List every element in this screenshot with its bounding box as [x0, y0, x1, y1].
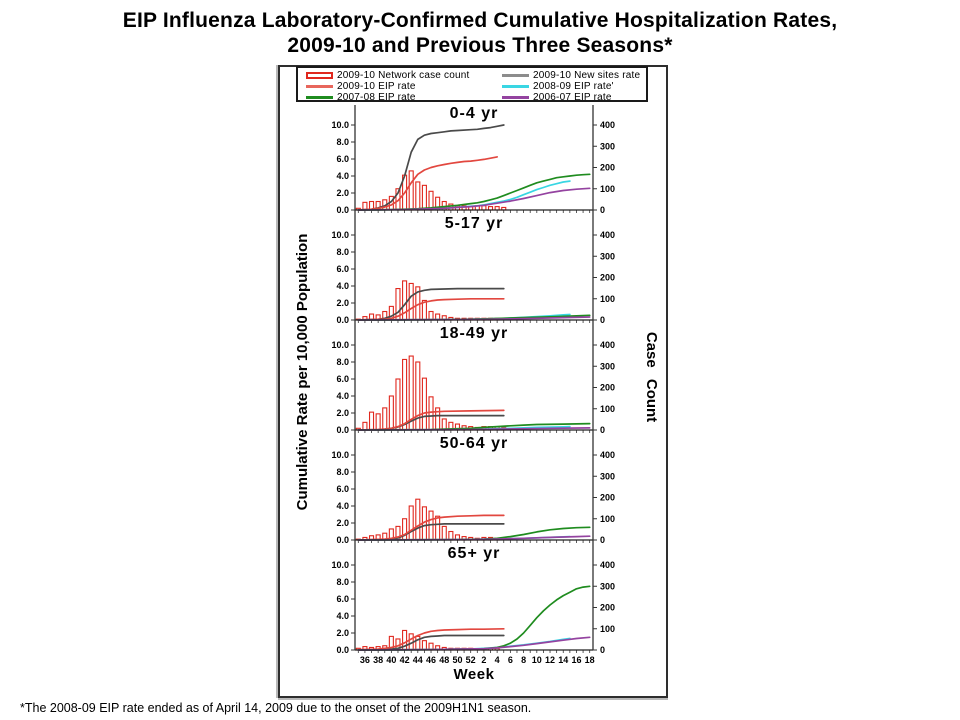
legend-label: 2009-10 EIP rate: [337, 81, 416, 92]
svg-text:10.0: 10.0: [331, 450, 349, 460]
svg-text:400: 400: [600, 560, 616, 570]
svg-text:0: 0: [600, 535, 606, 545]
svg-text:2.0: 2.0: [336, 298, 349, 308]
svg-text:8.0: 8.0: [336, 577, 349, 587]
legend-item: [502, 81, 642, 92]
svg-text:65+ yr: 65+ yr: [447, 545, 501, 562]
svg-text:40: 40: [386, 655, 397, 665]
svg-text:8.0: 8.0: [336, 467, 349, 477]
svg-text:4.0: 4.0: [336, 501, 349, 511]
legend-label: 2008-09 EIP rate': [533, 81, 614, 92]
page-title-line2: 2009-10 and Previous Three Seasons*: [287, 34, 673, 57]
svg-text:4.0: 4.0: [336, 391, 349, 401]
svg-text:8: 8: [521, 655, 527, 665]
line-swatch-icon: [502, 74, 529, 77]
svg-text:6.0: 6.0: [336, 264, 349, 274]
svg-text:2.0: 2.0: [336, 628, 349, 638]
legend-item: [306, 81, 502, 92]
svg-text:100: 100: [600, 513, 616, 524]
svg-text:0: 0: [600, 425, 606, 435]
svg-text:100: 100: [600, 623, 616, 634]
svg-text:300: 300: [600, 141, 616, 152]
svg-text:400: 400: [600, 120, 616, 130]
svg-text:2: 2: [481, 655, 487, 665]
page-title-line1: EIP Influenza Laboratory-Confirmed Cumulative Hospitalization Rates,: [122, 9, 838, 32]
svg-text:0: 0: [600, 645, 606, 655]
legend-item: [306, 92, 502, 103]
svg-text:42: 42: [399, 655, 410, 665]
svg-text:14: 14: [558, 655, 569, 665]
svg-text:44: 44: [412, 655, 423, 665]
stacked-panels-chart: [278, 65, 668, 698]
svg-text:4: 4: [494, 655, 500, 665]
svg-text:36: 36: [359, 655, 370, 665]
svg-text:400: 400: [600, 340, 616, 350]
legend-item: [502, 70, 642, 81]
svg-text:100: 100: [600, 183, 616, 194]
line-swatch-icon: [306, 96, 333, 99]
line-swatch-icon: [306, 85, 333, 88]
svg-text:4.0: 4.0: [336, 611, 349, 621]
left-axis-label: Cumulative Rate per 10,000 Population: [294, 233, 311, 511]
svg-text:0: 0: [600, 315, 606, 325]
svg-text:10.0: 10.0: [331, 340, 349, 350]
svg-text:10.0: 10.0: [331, 120, 349, 130]
svg-text:50-64 yr: 50-64 yr: [439, 435, 509, 452]
svg-text:46: 46: [426, 655, 437, 665]
svg-text:10: 10: [531, 655, 542, 665]
legend-label: 2009-10 Network case count: [337, 70, 470, 81]
svg-text:8.0: 8.0: [336, 137, 349, 147]
svg-text:18-49 yr: 18-49 yr: [439, 325, 509, 342]
svg-text:300: 300: [600, 581, 616, 592]
right-axis-label: Case Count: [643, 331, 660, 423]
legend-item: [306, 70, 502, 81]
svg-text:6: 6: [507, 655, 513, 665]
svg-text:6.0: 6.0: [336, 154, 349, 164]
svg-text:52: 52: [465, 655, 476, 665]
svg-text:6.0: 6.0: [336, 374, 349, 384]
svg-text:8.0: 8.0: [336, 247, 349, 257]
legend-label: 2007-08 EIP rate: [337, 92, 416, 103]
svg-text:6.0: 6.0: [336, 484, 349, 494]
svg-text:10.0: 10.0: [331, 230, 349, 240]
footnote: *The 2008-09 EIP rate ended as of April 14, 2009 due to the onset of the 2009H1N1 season.: [20, 701, 532, 715]
line-swatch-icon: [502, 96, 529, 99]
svg-text:100: 100: [600, 403, 616, 414]
svg-text:4.0: 4.0: [336, 171, 349, 181]
svg-text:16: 16: [571, 655, 582, 665]
svg-text:400: 400: [600, 230, 616, 240]
svg-text:38: 38: [373, 655, 384, 665]
svg-text:0.0: 0.0: [336, 205, 349, 215]
svg-text:2.0: 2.0: [336, 518, 349, 528]
svg-text:50: 50: [452, 655, 463, 665]
svg-text:0-4 yr: 0-4 yr: [449, 105, 499, 122]
legend-item: [502, 92, 642, 103]
legend: [296, 66, 648, 102]
line-swatch-icon: [502, 85, 529, 88]
svg-text:300: 300: [600, 471, 616, 482]
svg-text:8.0: 8.0: [336, 357, 349, 367]
svg-text:200: 200: [600, 162, 616, 173]
svg-text:12: 12: [545, 655, 556, 665]
page-title: [0, 8, 960, 58]
svg-text:0.0: 0.0: [336, 425, 349, 435]
svg-text:0.0: 0.0: [336, 315, 349, 325]
svg-text:100: 100: [600, 293, 616, 304]
svg-text:2.0: 2.0: [336, 408, 349, 418]
svg-text:200: 200: [600, 492, 616, 503]
svg-text:300: 300: [600, 361, 616, 372]
svg-text:10.0: 10.0: [331, 560, 349, 570]
svg-text:4.0: 4.0: [336, 281, 349, 291]
svg-text:0: 0: [600, 205, 606, 215]
legend-label: 2006-07 EIP rate: [533, 92, 612, 103]
svg-text:300: 300: [600, 251, 616, 262]
svg-text:200: 200: [600, 602, 616, 613]
svg-text:18: 18: [584, 655, 595, 665]
svg-text:200: 200: [600, 272, 616, 283]
svg-text:400: 400: [600, 450, 616, 460]
legend-label: 2009-10 New sites rate: [533, 70, 641, 81]
svg-text:0.0: 0.0: [336, 645, 349, 655]
svg-text:5-17 yr: 5-17 yr: [444, 215, 504, 232]
svg-text:200: 200: [600, 382, 616, 393]
x-axis-label: Week: [453, 666, 495, 683]
svg-text:0.0: 0.0: [336, 535, 349, 545]
svg-text:2.0: 2.0: [336, 188, 349, 198]
bar-swatch-icon: [306, 72, 333, 79]
svg-text:48: 48: [439, 655, 450, 665]
svg-text:6.0: 6.0: [336, 594, 349, 604]
